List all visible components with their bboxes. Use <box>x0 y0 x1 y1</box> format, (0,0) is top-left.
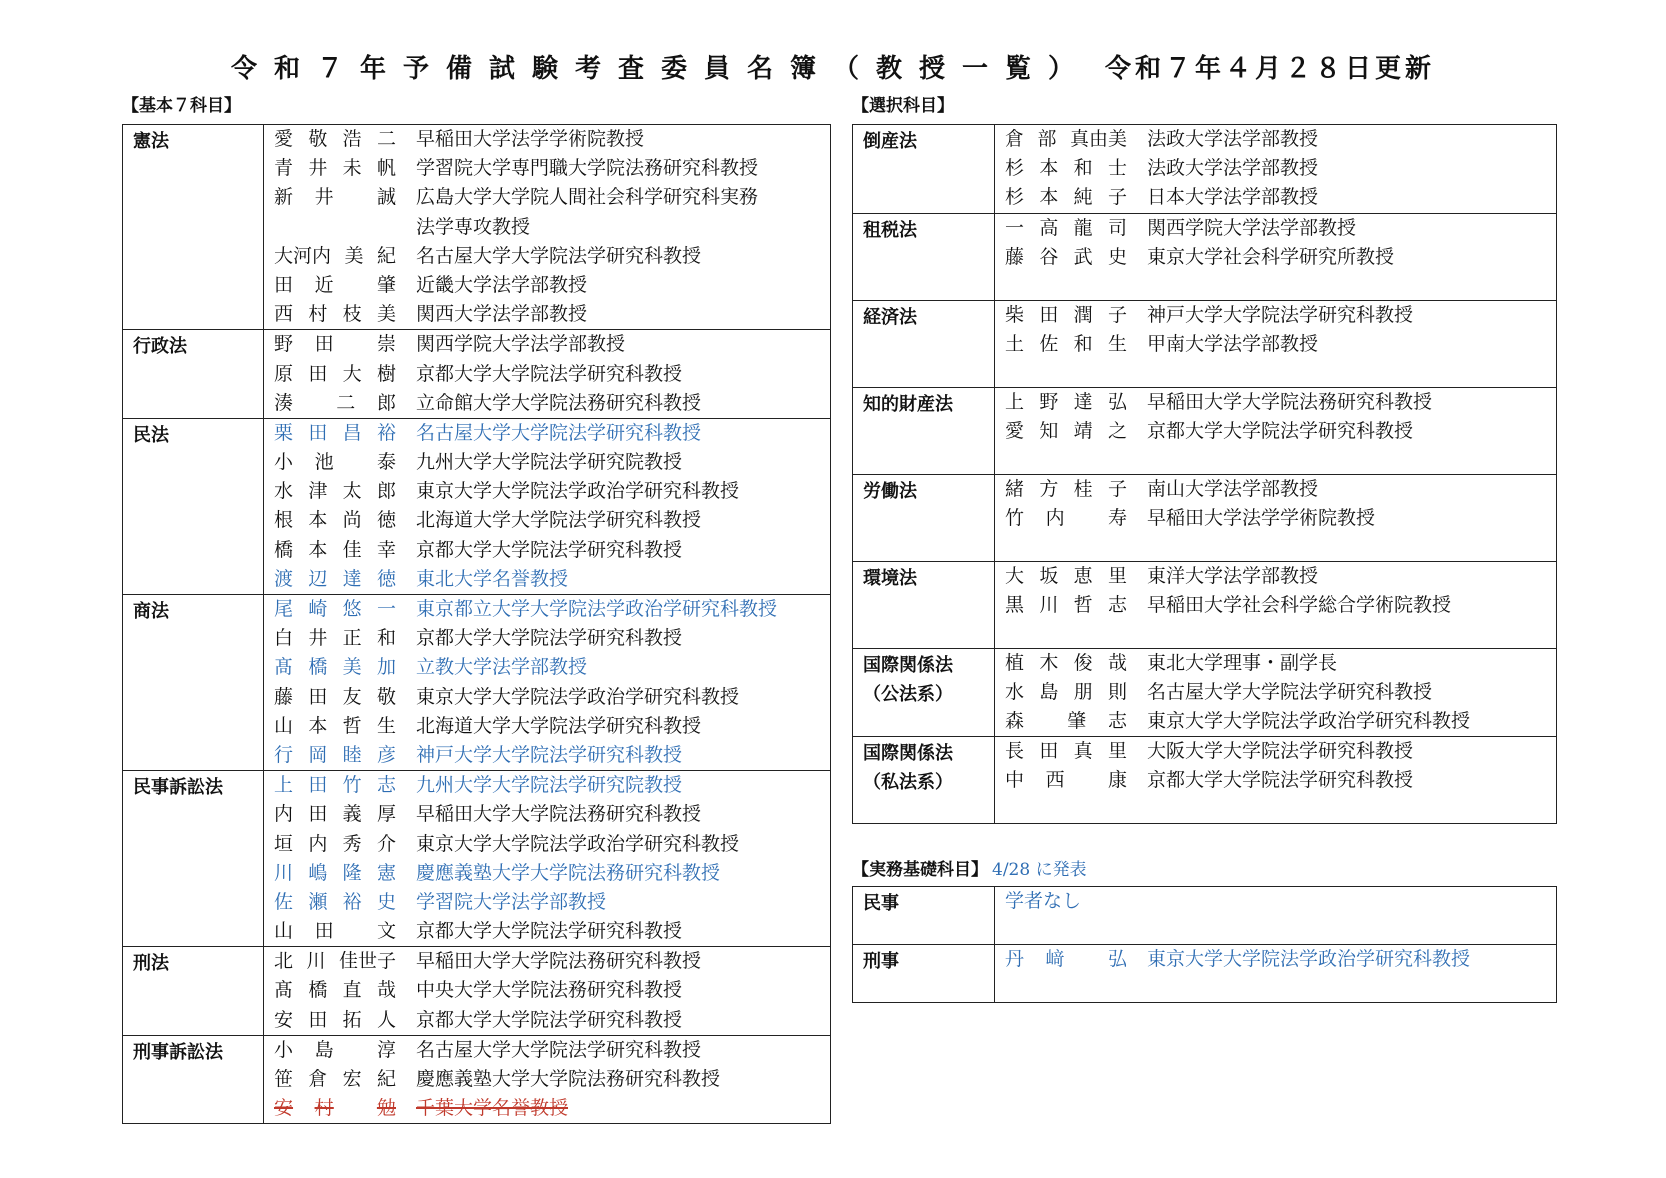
member-affiliation: 名古屋大学大学院法学研究科教授 <box>416 421 702 444</box>
member-name: 佐 瀬 裕 史 <box>274 890 396 913</box>
member-row <box>274 624 830 653</box>
member-name: 竹 内 寿 <box>1005 506 1127 529</box>
subject-name: 国際関係法 （公法系） <box>853 648 995 737</box>
member-name: 安 村 勉 <box>274 1097 396 1120</box>
member-row <box>1005 737 1556 766</box>
member-row <box>1005 591 1556 620</box>
member-list <box>264 947 831 1036</box>
subject-row <box>853 300 1557 387</box>
member-row <box>274 213 830 242</box>
member-list <box>264 1035 831 1124</box>
member-list <box>264 330 831 419</box>
member-name: 髙 橋 美 加 <box>274 656 396 679</box>
member-list <box>995 387 1557 474</box>
subject-name: 租税法 <box>853 213 995 300</box>
subject-name: 刑事訴訟法 <box>123 1035 264 1124</box>
subject-name: 経済法 <box>853 300 995 387</box>
member-affiliation: 広島大学大学院人間社会科学研究科実務 <box>416 186 759 209</box>
member-affiliation: 千葉大学名誉教授 <box>416 1097 569 1120</box>
member-name: 森 肇 志 <box>1005 709 1127 732</box>
member-row <box>274 653 830 682</box>
member-list <box>264 418 831 594</box>
subject-name: 行政法 <box>123 330 264 419</box>
member-row <box>274 888 830 917</box>
member-affiliation: 早稲田大学大学院法務研究科教授 <box>416 950 702 973</box>
member-name: 大 坂 恵 里 <box>1005 564 1127 587</box>
member-name: 杉 本 和 士 <box>1005 157 1127 180</box>
member-affiliation: 京都大学大学院法学研究科教授 <box>416 538 683 561</box>
page-title <box>0 48 1666 85</box>
member-row <box>1005 504 1556 533</box>
member-row <box>274 125 830 154</box>
member-name: 田 近 肇 <box>274 273 396 296</box>
member-affiliation: 早稲田大学法学学術院教授 <box>416 128 645 150</box>
member-row <box>274 360 830 389</box>
member-affiliation: 立教大学法学部教授 <box>416 656 588 679</box>
member-name: 橋 本 佳 幸 <box>274 538 396 561</box>
member-affiliation: 京都大学大学院法学研究科教授 <box>1147 419 1414 442</box>
member-affiliation: 関西学院大学法学部教授 <box>416 333 626 356</box>
minji-text: 学者なし <box>1005 890 1082 912</box>
member-row <box>1005 125 1556 154</box>
member-affiliation: 早稲田大学大学院法務研究科教授 <box>1147 390 1433 413</box>
member-name: 植 木 俊 哉 <box>1005 651 1127 674</box>
member-row <box>274 830 830 859</box>
member-row <box>274 242 830 271</box>
member-row <box>274 536 830 565</box>
member-name: 藤 谷 武 史 <box>1005 245 1127 268</box>
member-affiliation: 京都大学大学院法学研究科教授 <box>1147 769 1414 792</box>
title-main: 令和７年予備試験考査委員名簿（教授一覧） <box>230 54 1091 84</box>
subject-row <box>853 737 1557 824</box>
member-affiliation: 九州大学大学院法学研究院教授 <box>416 774 683 797</box>
member-list <box>995 561 1557 648</box>
member-row <box>274 419 830 448</box>
subject-row <box>123 595 831 771</box>
member-row <box>1005 154 1556 183</box>
member-name: 笹 倉 宏 紀 <box>274 1068 396 1090</box>
member-affiliation: 早稲田大学法学学術院教授 <box>1147 506 1376 529</box>
member-affiliation: 早稲田大学社会科学総合学術院教授 <box>1147 593 1452 616</box>
member-row <box>274 976 830 1005</box>
member-row <box>1005 330 1556 359</box>
subject-name: 環境法 <box>853 561 995 648</box>
member-affiliation: 法学専攻教授 <box>416 215 531 238</box>
subject-row <box>853 648 1557 737</box>
member-row <box>274 271 830 300</box>
member-affiliation: 大阪大学大学院法学研究科教授 <box>1147 740 1414 763</box>
member-affiliation: 東京大学社会科学研究所教授 <box>1147 245 1395 268</box>
subject-name: 国際関係法 （私法系） <box>853 737 995 824</box>
member-name: 黒 川 哲 志 <box>1005 593 1127 616</box>
member-affiliation: 九州大学大学院法学研究院教授 <box>416 451 683 474</box>
member-name: 上 田 竹 志 <box>274 774 396 797</box>
member-affiliation: 京都大学大学院法学研究科教授 <box>416 1008 683 1031</box>
member-name: 藤 田 友 敬 <box>274 685 396 708</box>
member-list <box>995 887 1557 945</box>
member-list <box>995 300 1557 387</box>
subject-row <box>853 387 1557 474</box>
member-name: 小 島 淳 <box>274 1038 396 1061</box>
subject-row <box>853 125 1557 214</box>
member-list <box>995 125 1557 214</box>
subject-name: 労働法 <box>853 474 995 561</box>
member-affiliation: 京都大学大学院法学研究科教授 <box>416 627 683 650</box>
practical-note: 4/28 に発表 <box>992 860 1087 880</box>
basic-section-label: 【基本７科目】 <box>122 96 241 116</box>
member-list <box>264 771 831 947</box>
member-row <box>274 771 830 800</box>
member-row <box>1005 562 1556 591</box>
practical-label: 【実務基礎科目】 <box>852 860 988 880</box>
subject-row <box>123 330 831 419</box>
member-name: 中 西 康 <box>1005 769 1127 792</box>
member-affiliation: 東京大学大学院法学政治学研究科教授 <box>416 480 740 503</box>
subject-name: 刑法 <box>123 947 264 1036</box>
member-row <box>274 183 830 212</box>
practical-section-label <box>852 858 1087 882</box>
member-row <box>1005 183 1556 212</box>
subject-row <box>123 125 831 330</box>
member-name: 土 佐 和 生 <box>1005 332 1127 355</box>
subject-name: 民事 <box>853 887 995 945</box>
member-name: 原 田 大 樹 <box>274 362 396 385</box>
member-row <box>274 1006 830 1035</box>
member-name: 北 川 佳世子 <box>274 950 396 973</box>
member-row <box>274 300 830 329</box>
member-name: 青 井 未 帆 <box>274 157 396 180</box>
member-affiliation: 東洋大学法学部教授 <box>1147 564 1319 587</box>
member-name: 大河内 美 紀 <box>274 244 396 267</box>
member-affiliation: 名古屋大学大学院法学研究科教授 <box>416 1038 702 1061</box>
practical-subjects-table <box>852 886 1557 1003</box>
member-affiliation: 東北大学理事・副学長 <box>1147 651 1338 674</box>
member-name: 上 野 達 弘 <box>1005 390 1127 413</box>
subject-row <box>853 561 1557 648</box>
member-row <box>274 506 830 535</box>
member-affiliation: 法政大学法学部教授 <box>1147 128 1319 150</box>
member-list <box>264 125 831 330</box>
member-affiliation: 北海道大学大学院法学研究科教授 <box>416 714 702 737</box>
member-row <box>274 330 830 359</box>
member-name: 根 本 尚 徳 <box>274 509 396 532</box>
member-affiliation: 南山大学法学部教授 <box>1147 477 1319 500</box>
member-row <box>1005 243 1556 272</box>
member-row <box>274 712 830 741</box>
member-name: 行 岡 睦 彦 <box>274 743 396 766</box>
member-name: 髙 橋 直 哉 <box>274 979 396 1002</box>
member-affiliation: 日本大学法学部教授 <box>1147 186 1319 209</box>
member-list <box>995 213 1557 300</box>
member-name: 渡 辺 達 徳 <box>274 567 396 590</box>
member-name: 垣 内 秀 介 <box>274 832 396 855</box>
subject-name: 倒産法 <box>853 125 995 214</box>
subject-name: 民事訴訟法 <box>123 771 264 947</box>
member-row <box>274 595 830 624</box>
member-name: 白 井 正 和 <box>274 627 396 650</box>
subject-row <box>853 213 1557 300</box>
subject-name: 民法 <box>123 418 264 594</box>
member-affiliation: 学習院大学専門職大学院法務研究科教授 <box>416 157 759 180</box>
subject-row-minji <box>853 887 1557 945</box>
subject-name: 知的財産法 <box>853 387 995 474</box>
member-name: 内 田 義 厚 <box>274 803 396 826</box>
member-list <box>995 648 1557 737</box>
member-row <box>1005 766 1556 795</box>
member-row <box>274 683 830 712</box>
member-name: 山 本 哲 生 <box>274 714 396 737</box>
member-affiliation: 関西学院大学法学部教授 <box>1147 216 1357 239</box>
member-list <box>995 945 1557 1003</box>
member-name: 野 田 崇 <box>274 333 396 356</box>
subject-row <box>853 474 1557 561</box>
member-affiliation: 学習院大学法学部教授 <box>416 890 607 913</box>
member-row <box>1005 475 1556 504</box>
member-name: 水 島 朋 則 <box>1005 680 1127 703</box>
member-affiliation: 東北大学名誉教授 <box>416 567 569 590</box>
member-affiliation: 中央大学大学院法務研究科教授 <box>416 979 683 1002</box>
title-updated: 令和７年４月２８日更新 <box>1105 54 1436 84</box>
subject-name: 憲法 <box>123 125 264 330</box>
member-affiliation: 東京大学大学院法学政治学研究科教授 <box>1147 948 1471 970</box>
subject-name: 商法 <box>123 595 264 771</box>
member-row <box>1005 214 1556 243</box>
member-name: 丹 﨑 弘 <box>1005 948 1127 970</box>
member-affiliation: 名古屋大学大学院法学研究科教授 <box>1147 680 1433 703</box>
member-name: 川 嶋 隆 憲 <box>274 861 396 884</box>
member-list <box>995 474 1557 561</box>
member-row <box>1005 301 1556 330</box>
member-row-struck <box>274 1094 830 1123</box>
subject-row <box>123 771 831 947</box>
member-row <box>1005 945 1556 974</box>
member-affiliation: 関西大学法学部教授 <box>416 303 588 326</box>
subject-row <box>123 1035 831 1124</box>
member-affiliation: 法政大学法学部教授 <box>1147 157 1319 180</box>
member-name: 杉 本 純 子 <box>1005 186 1127 209</box>
member-row <box>274 565 830 594</box>
subject-row-keiji <box>853 945 1557 1003</box>
member-name: 湊 二 郎 <box>274 391 396 414</box>
member-affiliation: 近畿大学法学部教授 <box>416 273 588 296</box>
member-row <box>1005 707 1556 736</box>
member-name: 西 村 枝 美 <box>274 303 396 326</box>
member-row <box>274 448 830 477</box>
member-affiliation: 早稲田大学大学院法務研究科教授 <box>416 803 702 826</box>
member-row <box>274 1036 830 1065</box>
member-affiliation: 慶應義塾大学大学院法務研究科教授 <box>416 1068 721 1090</box>
basic-subjects-table <box>122 124 831 1124</box>
member-affiliation: 神戸大学大学院法学研究科教授 <box>416 743 683 766</box>
member-row <box>1005 417 1556 446</box>
member-row <box>274 1065 830 1094</box>
member-affiliation: 京都大学大学院法学研究科教授 <box>416 920 683 943</box>
member-row <box>274 859 830 888</box>
member-affiliation: 東京都立大学大学院法学政治学研究科教授 <box>416 598 778 620</box>
member-name: 緒 方 桂 子 <box>1005 477 1127 500</box>
member-row <box>1005 649 1556 678</box>
member-affiliation: 北海道大学大学院法学研究科教授 <box>416 509 702 532</box>
member-affiliation: 名古屋大学大学院法学研究科教授 <box>416 244 702 267</box>
member-name: 山 田 文 <box>274 920 396 943</box>
member-name: 一 高 龍 司 <box>1005 216 1127 239</box>
member-row <box>274 800 830 829</box>
member-name: 長 田 真 里 <box>1005 740 1127 763</box>
subject-row <box>123 947 831 1036</box>
member-row <box>274 154 830 183</box>
member-name: 小 池 泰 <box>274 451 396 474</box>
member-name: 栗 田 昌 裕 <box>274 421 396 444</box>
elective-section-label: 【選択科目】 <box>852 96 954 116</box>
member-name: 尾 崎 悠 一 <box>274 598 396 620</box>
member-list <box>264 595 831 771</box>
member-affiliation: 甲南大学法学部教授 <box>1147 332 1319 355</box>
member-row <box>274 917 830 946</box>
member-affiliation: 京都大学大学院法学研究科教授 <box>416 362 683 385</box>
member-name: 愛 敬 浩 二 <box>274 128 396 150</box>
member-name: 柴 田 潤 子 <box>1005 303 1127 326</box>
member-name: 水 津 太 郎 <box>274 480 396 503</box>
member-affiliation: 東京大学大学院法学政治学研究科教授 <box>1147 709 1471 732</box>
member-affiliation: 東京大学大学院法学政治学研究科教授 <box>416 685 740 708</box>
member-list <box>995 737 1557 824</box>
member-name: 愛 知 靖 之 <box>1005 419 1127 442</box>
member-row <box>274 389 830 418</box>
member-row <box>274 477 830 506</box>
member-affiliation: 神戸大学大学院法学研究科教授 <box>1147 303 1414 326</box>
member-row <box>1005 388 1556 417</box>
member-row <box>1005 678 1556 707</box>
member-affiliation: 立命館大学大学院法務研究科教授 <box>416 391 702 414</box>
elective-subjects-table <box>852 124 1557 824</box>
member-row <box>274 947 830 976</box>
member-name: 安 田 拓 人 <box>274 1008 396 1031</box>
member-affiliation: 慶應義塾大学大学院法務研究科教授 <box>416 861 721 884</box>
subject-name: 刑事 <box>853 945 995 1003</box>
member-row <box>274 741 830 770</box>
member-name: 新 井 誠 <box>274 186 396 209</box>
member-affiliation: 東京大学大学院法学政治学研究科教授 <box>416 832 740 855</box>
subject-row <box>123 418 831 594</box>
member-name: 倉 部 真由美 <box>1005 128 1127 150</box>
